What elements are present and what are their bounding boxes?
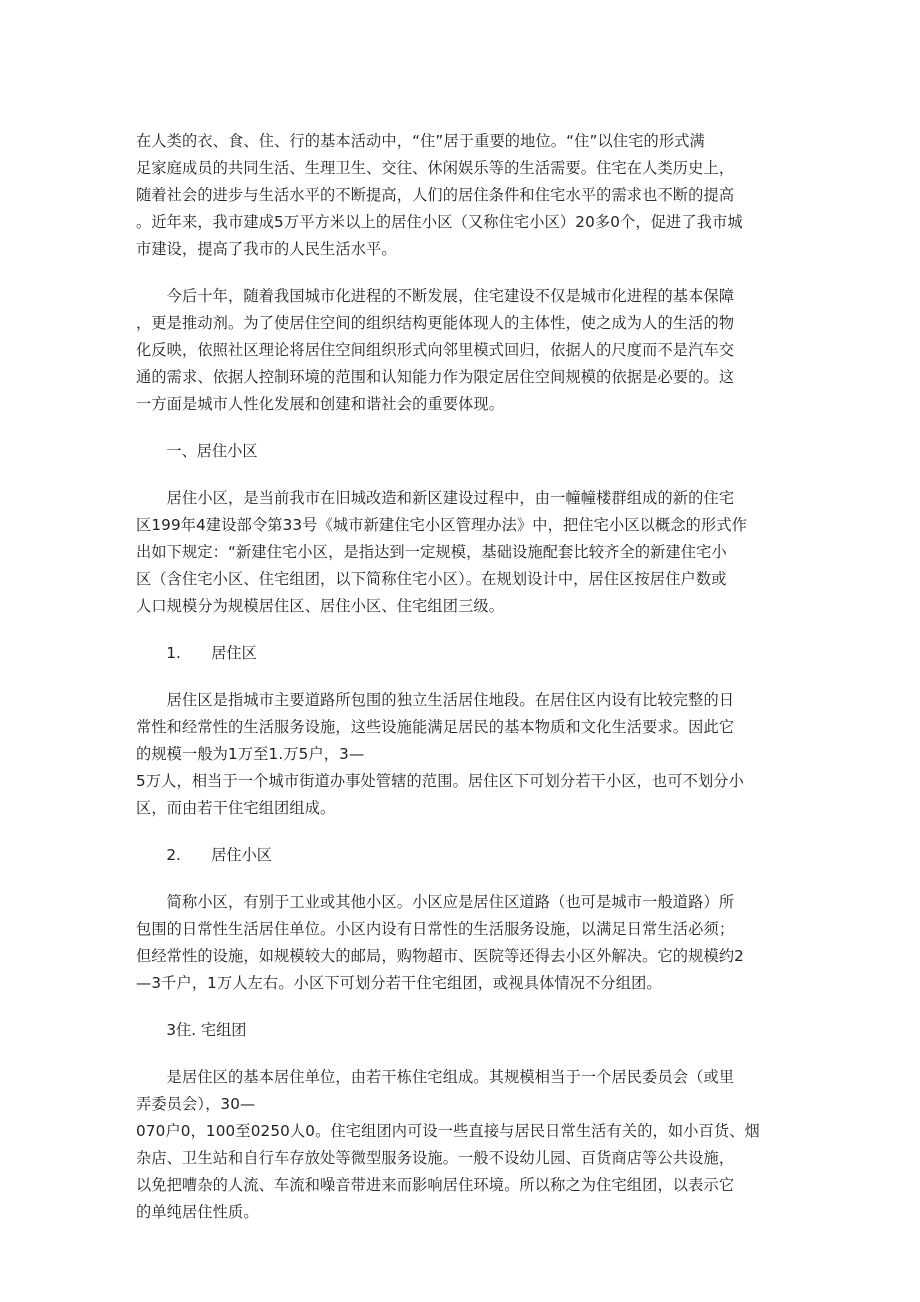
text-line: 化反映，依照社区理论将居住空间组织形式向邻里模式回归，依据人的尺度而不是汽车交 <box>136 341 735 359</box>
text-line: 居住小区，是当前我市在旧城改造和新区建设过程中，由一幢幢楼群组成的新的住宅 <box>136 489 735 507</box>
text-line: 在人类的衣、食、住、行的基本活动中，“住”居于重要的地位。“住”以住宅的形式满 <box>136 132 705 150</box>
text-line: 5万人，相当于一个城市街道办事处管辖的范围。居住区下可划分若干小区，也可不划分小 <box>136 772 744 790</box>
text-line: 市建设，提高了我市的人民生活水平。 <box>136 240 397 258</box>
section-heading: 一、居住小区 <box>136 442 258 460</box>
text-line: 今后十年，随着我国城市化进程的不断发展，住宅建设不仅是城市化进程的基本保障 <box>136 287 735 305</box>
text-line: 杂店、卫生站和自行车存放处等微型服务设施。一般不设幼儿园、百货商店等公共设施， <box>136 1149 735 1167</box>
text-line: 但经常性的设施，如规模较大的邮局，购物超市、医院等还得去小区外解决。它的规模约2 <box>136 947 744 965</box>
text-line: 区（含住宅小区、住宅组团，以下简称住宅小区）。在规划设计中，居住区按居住户数或 <box>136 570 727 588</box>
text-line: 以免把嘈杂的人流、车流和噪音带进来而影响居住环境。所以称之为住宅组团，以表示它 <box>136 1176 735 1194</box>
text-line: 是居住区的基本居住单位，由若干栋住宅组成。其规模相当于一个居民委员会（或里 <box>136 1068 735 1086</box>
paragraph-intro <box>136 128 791 263</box>
text-line: 区199年4建设部令第33号《城市新建住宅小区管理办法》中，把住宅小区以概念的形式作 <box>136 516 748 534</box>
document-body <box>136 128 791 1246</box>
text-line: 简称小区，有别于工业或其他小区。小区应是居住区道路（也可是城市一般道路）所 <box>136 893 735 911</box>
text-line: 。近年来，我市建成5万平方米以上的居住小区（又称住宅小区）20多0个，促进了我市城 <box>136 213 743 231</box>
text-line: 包围的日常性生活居住单位。小区内设有日常性的生活服务设施，以满足日常生活必须； <box>136 920 735 938</box>
text-line: 弄委员会），30— <box>136 1095 256 1113</box>
paragraph-residential-area <box>136 687 791 822</box>
text-line: 区，而由若干住宅组团组成。 <box>136 799 336 817</box>
paragraph-next-decade <box>136 283 791 418</box>
subsection-heading-2: 2. 居住小区 <box>136 846 272 864</box>
paragraph-housing-cluster <box>136 1064 791 1226</box>
text-line: 一方面是城市人性化发展和创建和谐社会的重要体现。 <box>136 395 505 413</box>
paragraph-small-district <box>136 889 791 997</box>
text-line: ，更是推动剂。为了使居住空间的组织结构更能体现人的主体性，使之成为人的生活的物 <box>136 314 735 332</box>
text-line: —3千户，1万人左右。小区下可划分若干住宅组团，或视具体情况不分组团。 <box>136 974 662 992</box>
paragraph-residential-district <box>136 485 791 620</box>
text-line: 通的需求、依据人控制环境的范围和认知能力作为限定居住空间规模的依据是必要的。这 <box>136 368 735 386</box>
text-line: 的规模一般为1万至1.万5户，3— <box>136 745 365 763</box>
text-line: 常性和经常性的生活服务设施，这些设施能满足居民的基本物质和文化生活要求。因此它 <box>136 718 735 736</box>
text-line: 070户0，100至0250人0。住宅组团内可设一些直接与居民日常生活有关的，如小百货、烟 <box>136 1122 760 1140</box>
text-line: 足家庭成员的共同生活、生理卫生、交往、休闲娱乐等的生活需要。住宅在人类历史上， <box>136 159 735 177</box>
subsection-heading-1: 1. 居住区 <box>136 644 257 662</box>
text-line: 居住区是指城市主要道路所包围的独立生活居住地段。在居住区内设有比较完整的日 <box>136 691 735 709</box>
text-line: 的单纯居住性质。 <box>136 1203 259 1221</box>
text-line: 人口规模分为规模居住区、居住小区、住宅组团三级。 <box>136 597 505 615</box>
text-line: 随着社会的进步与生活水平的不断提高，人们的居住条件和住宅水平的需求也不断的提高 <box>136 186 735 204</box>
text-line: 出如下规定：“新建住宅小区，是指达到一定规模，基础设施配套比较齐全的新建住宅小 <box>136 543 727 561</box>
subsection-heading-3: 3住. 宅组团 <box>136 1021 247 1039</box>
